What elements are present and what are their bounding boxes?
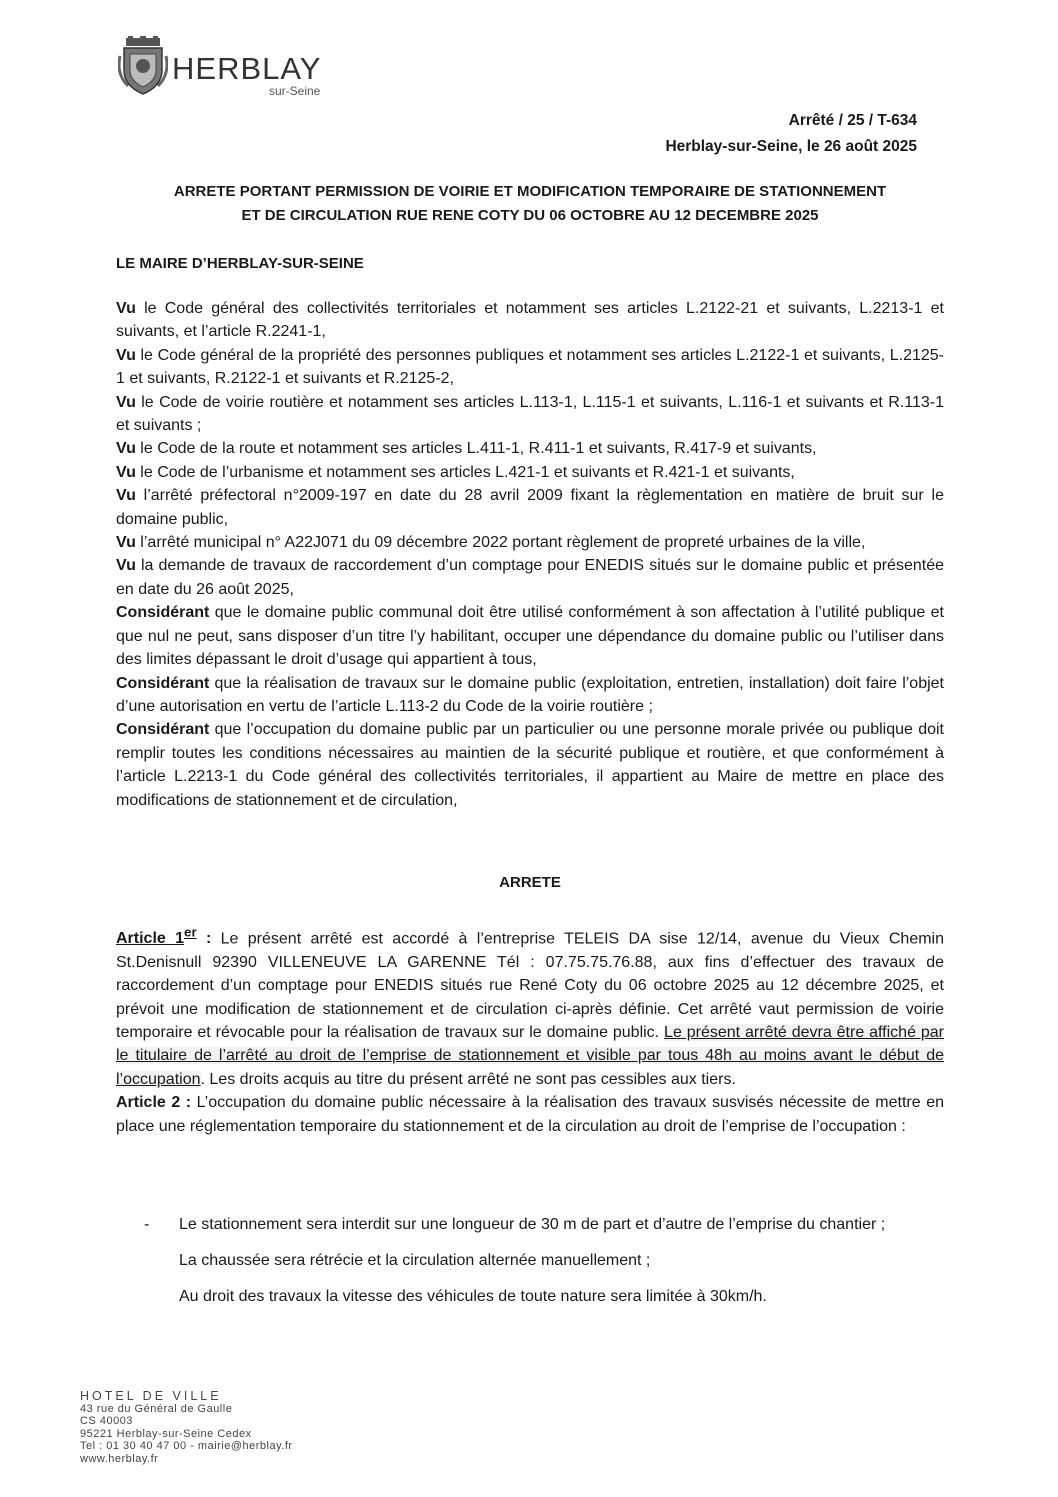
consideration-paragraph: Vu le Code général des collectivités territoriales et notamment ses articles L.2122-21 et suivants, L.2213-1 et suivants, et l’article R.2241-1, — [116, 300, 944, 341]
footer-line: 95221 Herblay-sur-Seine Cedex — [80, 1427, 252, 1440]
decree-title-line-1: ARRETE PORTANT PERMISSION DE VOIRIE ET MODIFICATION TEMPORAIRE DE STATIONNEMENT — [173, 183, 887, 200]
consideration-paragraph: Considérant que le domaine public communal doit être utilisé conformément à son affectation à l’utilité publique et que nul ne peut, sans disposer d’un titre l’y habilitant, occuper une dépendance du domaine public ou l’utiliser dans des limites dépassant le droit d’usage qui appartient à tous, — [116, 604, 944, 669]
list-item: La chaussée sera rétrécie et la circulation alternée manuellement ; — [179, 1252, 651, 1269]
decree-title — [116, 180, 944, 228]
consideration-paragraph: Vu le Code de voirie routière et notamment ses articles L.113-1, L.115-1 et suivants, L.116-1 et suivants et R.113-1 et suivants ; — [116, 393, 944, 435]
list-item: Au droit des travaux la vitesse des véhicules de toute nature sera limitée à 30km/h. — [179, 1288, 767, 1305]
consideration-paragraph: Vu la demande de travaux de raccordement d’un comptage pour ENEDIS situés sur le domaine public et présentée en date du 26 août 2025, — [116, 557, 944, 598]
consideration-paragraph: Considérant que l’occupation du domaine public par un particulier ou une personne morale privée ou publique doit remplir toutes les conditions nécessaires au maintien de la sécurité publique et routière, et que conformément à l’article L.2213-1 du Code général des collectivités territoriales, il appartient au Maire de mettre en place des modifications de stationnement et de circulation, — [116, 721, 944, 809]
article-2-label: Article 2 : — [116, 1094, 192, 1112]
logo-subtitle: sur-Seine — [269, 84, 321, 98]
consideration-paragraph: Vu le Code de l’urbanisme et notamment ses articles L.421-1 et suivants et R.421-1 et suivants, — [116, 463, 795, 481]
town-hall-address — [80, 1390, 293, 1465]
consideration-paragraph: Vu le Code général de la propriété des personnes publiques et notamment ses articles L.2122-1 et suivants, L.2125-1 et suivants, R.2122-1 et suivants et R.2125-2, — [116, 346, 944, 388]
consideration-paragraph: Considérant que la réalisation de travaux sur le domaine public (exploitation, entretien, installation) doit faire l’objet d’une autorisation en vertu de l’article L.113-2 du Code de la voirie routière ; — [116, 674, 944, 715]
considerations-block — [116, 297, 944, 812]
footer-line: CS 40003 — [80, 1415, 133, 1427]
articles-block — [116, 921, 944, 1138]
article-1: Article 1er : Le présent arrêté est accordé à l’entreprise TELEIS DA sise 12/14, avenue du Vieux Chemin St.Denisnull 92390 VILLENEUVE LA GARENNE Tél : 07.75.75.76.88, aux fins d’effectuer des travaux de raccordement d’un comptage pour ENEDIS situés rue René Coty du 06 octobre 2025 au 12 décembre 2025, et prévoit une modification de stationnement et de circulation ci-après définie. Cet arrêté vaut permission de voirie temporaire et révocable pour la réalisation de travaux sur le domaine public. Le présent arrêté devra être affiché par le titulaire de l’arrêté au droit de l’emprise de stationnement et visible par tous 48h au moins avant le début de l’occupation. Les droits acquis au titre du présent arrêté ne sont pas cessibles aux tiers. — [116, 925, 945, 1088]
footer-heading: HOTEL DE VILLE — [80, 1389, 222, 1403]
decree-title-line-2: ET DE CIRCULATION RUE RENE COTY DU 06 OCTOBRE AU 12 DECEMBRE 2025 — [241, 207, 819, 224]
article-2: Article 2 : L’occupation du domaine public nécessaire à la réalisation des travaux susvisés nécessite de mettre en place une réglementation temporaire du stationnement et de la circulation au droit de l’emprise de l’occupation : — [116, 1094, 944, 1135]
consideration-paragraph: Vu l’arrêté municipal n° A22J071 du 09 décembre 2022 portant règlement de propreté urbaines de la ville, — [116, 534, 866, 552]
arrete-heading: ARRETE — [499, 874, 561, 891]
decree-reference: Arrêté / 25 / T-634 — [788, 112, 917, 129]
footer-line: 43 rue du Général de Gaulle — [80, 1402, 233, 1415]
coat-of-arms-icon — [118, 36, 168, 96]
list-dash: - — [144, 1216, 150, 1233]
footer-contact: Tel : 01 30 40 47 00 - mairie@herblay.fr — [80, 1440, 293, 1452]
display-requirement: Le présent arrêté devra être affiché par le titulaire de l’arrêté au droit de l’emprise de stationnement et visible par tous 48h au moins avant le début de l’occupation — [116, 1023, 945, 1088]
logo-name: HERBLAY — [172, 51, 322, 86]
municipal-logo — [112, 32, 372, 102]
article-1-label: Article 1er : — [116, 925, 212, 948]
decree-date: Herblay-sur-Seine, le 26 août 2025 — [665, 138, 917, 155]
reference-block — [665, 108, 917, 160]
list-item: - Le stationnement sera interdit sur une longueur de 30 m de part et d’autre de l’emprise du chantier ; — [144, 1207, 944, 1243]
footer-website: www.herblay.fr — [80, 1452, 159, 1465]
consideration-paragraph: Vu le Code de la route et notamment ses articles L.411-1, R.411-1 et suivants, R.417-9 et suivants, — [116, 440, 817, 458]
measures-list — [144, 1207, 944, 1315]
issuing-authority: LE MAIRE D’HERBLAY-SUR-SEINE — [116, 255, 364, 272]
consideration-paragraph: Vu l’arrêté préfectoral n°2009-197 en date du 28 avril 2009 fixant la règlementation en matière de bruit sur le domaine public, — [116, 487, 944, 528]
